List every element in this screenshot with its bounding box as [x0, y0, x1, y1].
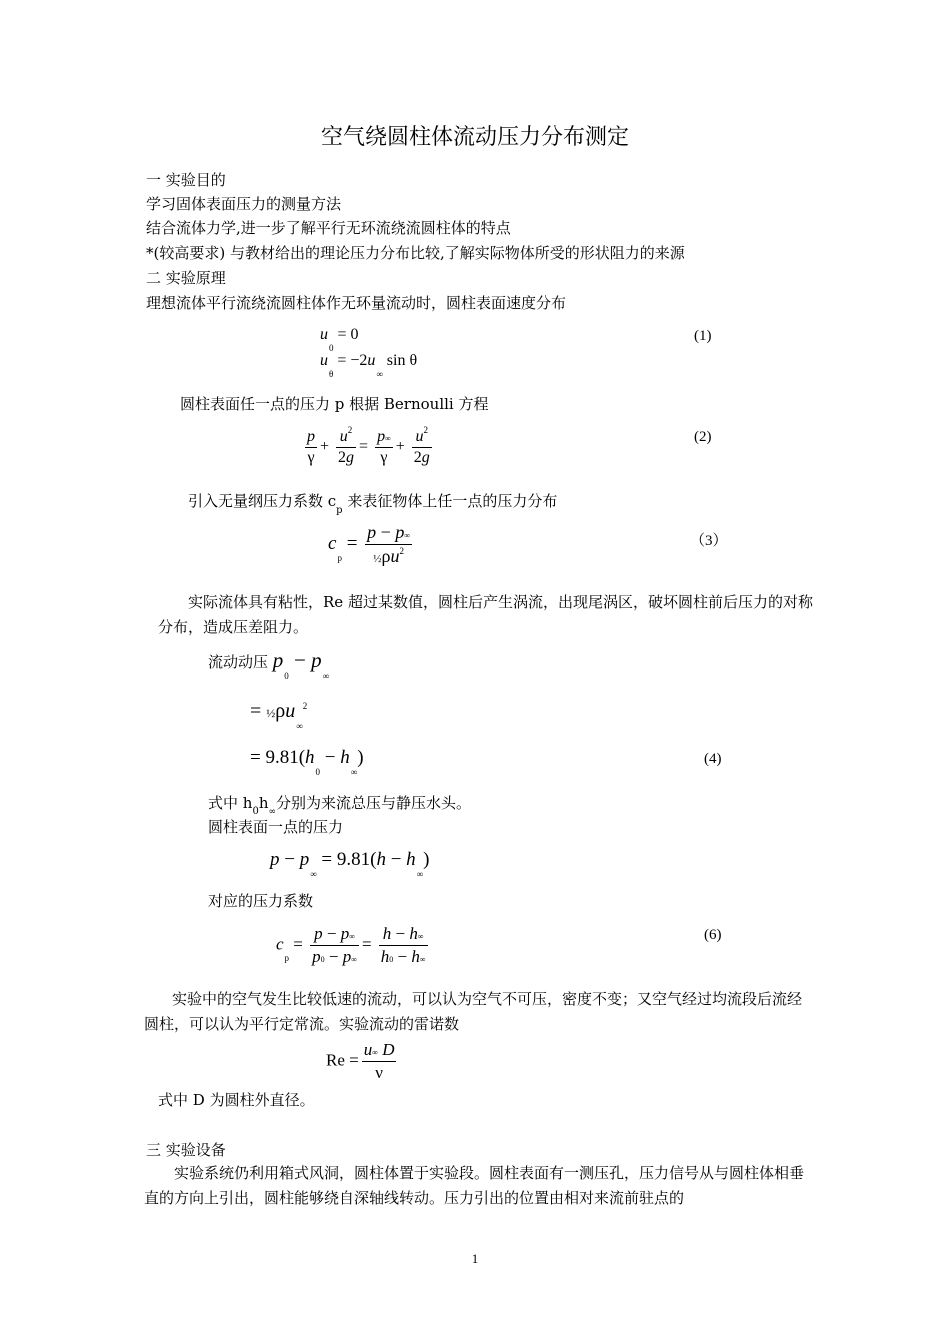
section-heading-equipment: 三 实验设备: [146, 1141, 226, 1159]
reynolds-equation: Re = $\frac{u\infty D}{\nu}$: [326, 1040, 395, 1082]
cp-intro-post: 来表征物体上任一点的压力分布: [347, 492, 558, 510]
document-title: 空气绕圆柱体流动压力分布测定: [320, 125, 629, 150]
principle-intro: 理想流体平行流绕流圆柱体作无环量流动时，圆柱表面速度分布: [146, 294, 567, 312]
equation-4-line-2: = $\frac{1}{2}\rho u_\infty^2$: [250, 700, 308, 731]
low-speed-paragraph: 实验中的空气发生比较低速的流动，可以认为空气不可压，密度不变；又空气经过均流段后流经圆柱，可以认为平行定常流。实验流动的雷诺数: [144, 990, 803, 1033]
heads-h: h: [258, 794, 269, 812]
heads-sub0: 0: [252, 806, 259, 817]
heads-pre: 式中 h: [208, 794, 253, 812]
equipment-paragraph: 实验系统仍利用箱式风洞，圆柱体置于实验段。圆柱表面有一测压孔，压力信号从与圆柱体相垂直的方向上引出，圆柱能够绕自深轴线转动。压力引出的位置由相对来流前驻点的: [144, 1164, 805, 1207]
section-heading-principle: 二 实验原理: [146, 269, 226, 287]
page-number: 1: [471, 1251, 479, 1266]
equation-number-2: (2): [694, 429, 712, 445]
cp-intro-sub: p: [336, 505, 343, 516]
equation-number-6: (6): [704, 927, 722, 943]
heads-definition: [208, 793, 471, 816]
equation-1-line-1: $u_0 = 0$: [320, 326, 359, 353]
equation-number-3: （3）: [690, 533, 728, 549]
surface-pressure-label: 圆柱表面一点的压力: [208, 818, 344, 836]
purpose-item-2: 结合流体力学,进一步了解平行无环流绕流圆柱体的特点: [146, 219, 511, 237]
viscous-paragraph: 实际流体具有粘性，Re 超过某数值，圆柱后产生涡流，出现尾涡区，破坏圆柱前后压力的对称分布，造成压差阻力。: [158, 593, 813, 636]
equation-2: $\frac{p}{\gamma}$ + $\frac{u^2}{2g}$ = $\frac{p\infty}{\gamma}$ + $\frac{u^2}{2g}$: [307, 425, 430, 466]
equation-number-4: (4): [704, 751, 722, 767]
cp-intro-pre: 引入无量纲压力系数 c: [188, 492, 337, 510]
cp-intro: [188, 491, 557, 514]
heads-subinf: ∞: [268, 807, 276, 817]
dynamic-pressure-text: 流动动压: [208, 653, 269, 671]
coefficient-label: 对应的压力系数: [208, 892, 314, 910]
dynamic-pressure-label: 流动动压 $p_0 - p_\infty$: [208, 648, 330, 681]
equation-5: $p - p_\infty = 9.81(h - h_\infty)$: [270, 849, 430, 879]
purpose-item-3: *(较高要求) 与教材给出的理论压力分布比较,了解实际物体所受的形状阻力的来源: [146, 244, 685, 262]
purpose-item-1: 学习固体表面压力的测量方法: [146, 195, 342, 213]
heads-post: 分别为来流总压与静压水头。: [275, 794, 471, 812]
equation-6: $c_p$ = $\frac{p - p\infty}{p0 - p\infty}$ = $\frac{h - h\infty}{h0 - h\infty}$: [276, 924, 426, 966]
bernoulli-text: 圆柱表面任一点的压力 p 根据 Bernoulli 方程: [180, 395, 489, 413]
equation-4-line-3: = $9.81(h_0 - h_\infty)$: [250, 747, 364, 777]
section-heading-purpose: 一 实验目的: [146, 171, 226, 189]
diameter-definition: 式中 D 为圆柱外直径。: [158, 1091, 315, 1109]
equation-3: $c_p$ = $\frac{p - p\infty}{\frac{1}{2}\rho u^2}$: [328, 522, 411, 566]
equation-number-1: (1): [694, 328, 712, 344]
equation-1-line-2: $u_\theta = -2u_\infty$ sin θ: [320, 352, 418, 379]
